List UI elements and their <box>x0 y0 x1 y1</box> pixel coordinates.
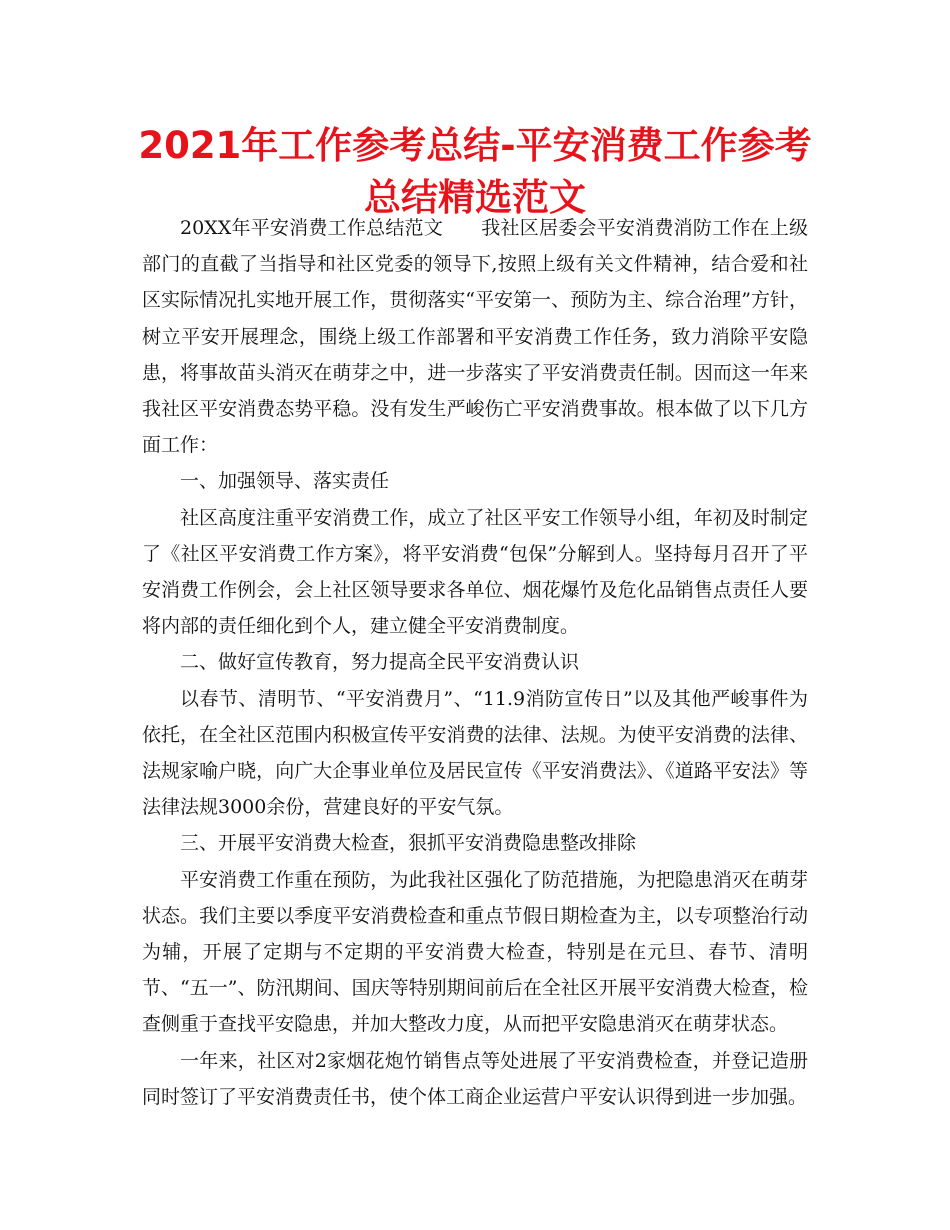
intro-paragraph <box>142 210 808 463</box>
section-heading-1: 一、加强领导、落实责任 <box>180 470 390 493</box>
document-title: 2021年工作参考总结-平安消费工作参考总结精选范文 <box>138 124 812 219</box>
section-paragraph-4: 一年来，社区对2家烟花炮竹销售点等处进展了平安消费检查，并登记造册同时签订了平安消费责任书，使个体工商企业运营户平安认识得到进一步加强。 <box>142 1049 808 1108</box>
section-heading-2: 二、做好宣传教育，努力提高全民平安消费认识 <box>180 651 580 674</box>
intro-text: 我社区居委会平安消费消防工作在上级部门的直截了当指导和社区党委的领导下,按照上级有关文件精神，结合爱和社区实际情况扎实地开展工作，贯彻落实“平安第一、预防为主、综合治理”方针，树立平安开展理念，围绕上级工作部署和平安消费工作任务，致力消除平安隐患，将事故苗头消灭在萌芽之中，进一步落实了平安消费责任制。因而这一年来我社区平安消费态势平稳。没有发生严峻伤亡平安消费事故。根本做了以下几方面工作： <box>142 217 808 457</box>
section-heading-3: 三、开展平安消费大检查，狠抓平安消费隐患整改排除 <box>180 832 637 855</box>
section-paragraph-1: 社区高度注重平安消费工作，成立了社区平安工作领导小组，年初及时制定了《社区平安消费工作方案》，将平安消费“包保”分解到人。坚持每月召开了平安消费工作例会，会上社区领导要求各单位、烟花爆竹及危化品销售点责任人要将内部的责任细化到个人，建立健全平安消费制度。 <box>142 506 808 638</box>
intro-lead: 20XX年平安消费工作总结范文 <box>180 217 444 239</box>
section-paragraph-2: 以春节、清明节、“平安消费月”、“11.9消防宣传日”以及其他严峻事件为依托，在全社区范围内积极宣传平安消费的法律、法规。为使平安消费的法律、法规家喻户晓，向广大企事业单位及居民宣传《平安消费法》、《道路平安法》等法律法规3000余份，营建良好的平安气氛。 <box>142 687 808 819</box>
document-body <box>142 210 808 1115</box>
section-paragraph-3: 平安消费工作重在预防，为此我社区强化了防范措施，为把隐患消灭在萌芽状态。我们主要以季度平安消费检查和重点节假日期检查为主，以专项整治行动为辅，开展了定期与不定期的平安消费大检查，特别是在元旦、春节、清明节、“五一”、防汛期间、国庆等特别期间前后在全社区开展平安消费大检查，检查侧重于查找平安隐患，并加大整改力度，从而把平安隐患消灭在萌芽状态。 <box>142 868 808 1036</box>
